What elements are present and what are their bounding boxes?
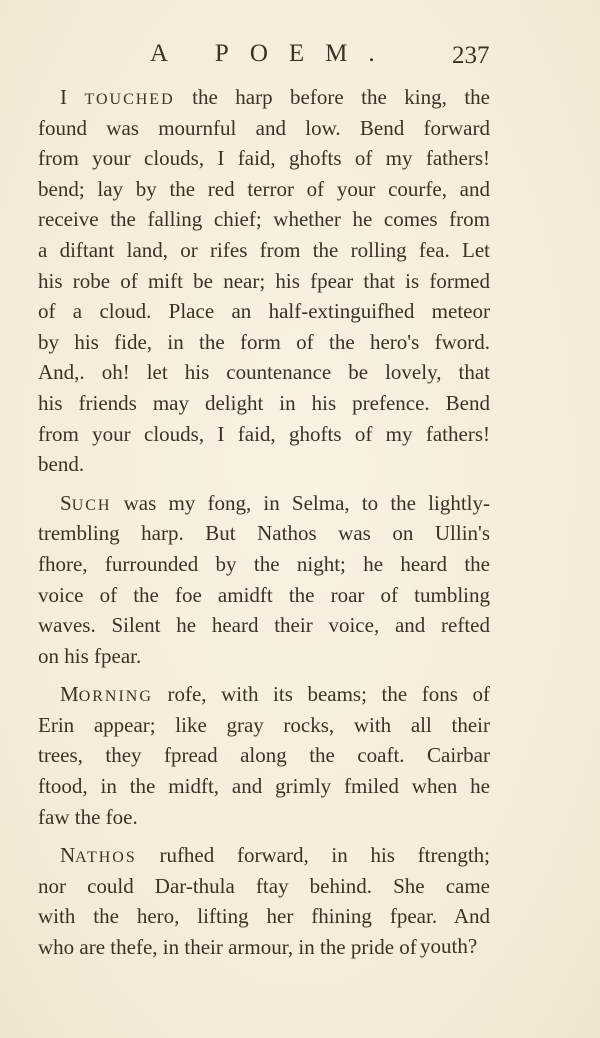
paragraph-initial: I bbox=[60, 85, 85, 109]
line-text: waves. Silent he heard their voice, and refted bbox=[38, 613, 490, 638]
paragraph bbox=[38, 82, 490, 480]
line-text: a diftant land, or rifes from the rolling fea. Let bbox=[38, 237, 490, 262]
text-line bbox=[38, 518, 490, 549]
line-text: rofe, with its beams; the fons of bbox=[152, 682, 490, 707]
small-caps-word: ORNING bbox=[78, 688, 153, 706]
text-line bbox=[38, 580, 490, 611]
text-line bbox=[38, 296, 490, 327]
small-caps-word: TOUCHED bbox=[84, 91, 175, 108]
line-text: bend; lay by the red terror of your courfe, and bbox=[38, 176, 490, 201]
text-line bbox=[38, 901, 490, 932]
poem-text bbox=[38, 82, 490, 963]
text-line bbox=[38, 113, 490, 144]
text-line bbox=[38, 174, 490, 205]
catchword: youth? bbox=[420, 934, 478, 958]
page-header bbox=[0, 40, 600, 76]
paragraph-initial: S bbox=[60, 490, 72, 515]
line-text: voice of the foe amidft the roar of tumbling bbox=[38, 582, 490, 607]
text-line bbox=[38, 679, 490, 710]
running-title: A POEM. bbox=[150, 40, 396, 67]
line-text: found was mournful and low. Bend forward bbox=[38, 115, 490, 140]
paragraph-gap bbox=[38, 671, 490, 679]
text-line bbox=[38, 419, 490, 450]
line-text: with the hero, lifting her fhining fpear. And bbox=[38, 904, 490, 929]
text-line bbox=[38, 610, 490, 641]
line-text: from your clouds, I faid, ghofts of my fathers! bbox=[38, 421, 490, 446]
text-line bbox=[38, 488, 490, 519]
line-text: receive the falling chief; whether he comes from bbox=[38, 207, 490, 232]
text-line bbox=[38, 641, 490, 672]
text-line bbox=[38, 388, 490, 419]
text-line bbox=[38, 235, 490, 266]
small-caps-word: UCH bbox=[71, 496, 112, 514]
line-text: bend. bbox=[38, 452, 85, 477]
text-line bbox=[38, 357, 490, 388]
line-text: nor could Dar-thula ftay behind. She came bbox=[38, 873, 490, 898]
line-text: trees, they fpread along the coaft. Cairbar bbox=[38, 743, 490, 768]
paragraph-gap bbox=[38, 480, 490, 488]
page-number: 237 bbox=[452, 42, 490, 69]
paragraph bbox=[38, 679, 490, 832]
line-text: the harp before the king, the bbox=[174, 85, 490, 109]
line-text: And,. oh! let his countenance be lovely, that bbox=[38, 360, 490, 385]
line-text: from your clouds, I faid, ghofts of my fathers! bbox=[38, 146, 490, 171]
text-line bbox=[38, 82, 490, 113]
text-line bbox=[38, 204, 490, 235]
text-line bbox=[38, 449, 490, 480]
line-text: fhore, furrounded by the night; he heard the bbox=[38, 551, 490, 576]
text-line bbox=[38, 802, 490, 833]
text-line bbox=[38, 710, 490, 741]
line-text: by his fide, in the form of the hero's fword. bbox=[38, 329, 490, 354]
line-text: was my fong, in Selma, to the lightly- bbox=[111, 490, 490, 515]
line-text: of a cloud. Place an half-extinguifhed meteor bbox=[38, 299, 490, 324]
line-text: his robe of mift be near; his fpear that is formed bbox=[38, 268, 490, 293]
text-line bbox=[38, 771, 490, 802]
line-text: faw the foe. bbox=[38, 804, 138, 829]
small-caps-word: ATHOS bbox=[75, 849, 137, 867]
paragraph-initial: M bbox=[60, 682, 79, 707]
text-line bbox=[38, 327, 490, 358]
line-text: on his fpear. bbox=[38, 643, 142, 668]
text-line bbox=[38, 549, 490, 580]
paragraph-gap bbox=[38, 832, 490, 840]
text-line bbox=[38, 740, 490, 771]
line-text: trembling harp. But Nathos was on Ullin's bbox=[38, 521, 490, 546]
text-line bbox=[38, 840, 490, 871]
paragraph bbox=[38, 488, 490, 672]
line-text: who are thefe, in their armour, in the pride of bbox=[38, 935, 417, 960]
text-line bbox=[38, 143, 490, 174]
paragraph-initial: N bbox=[60, 843, 76, 868]
text-line bbox=[38, 871, 490, 902]
text-line bbox=[38, 266, 490, 297]
line-text: ftood, in the midft, and grimly fmiled when he bbox=[38, 774, 490, 799]
line-text: rufhed forward, in his ftrength; bbox=[136, 843, 490, 868]
line-text: his friends may delight in his prefence. Bend bbox=[38, 390, 490, 415]
line-text: Erin appear; like gray rocks, with all their bbox=[38, 712, 490, 737]
